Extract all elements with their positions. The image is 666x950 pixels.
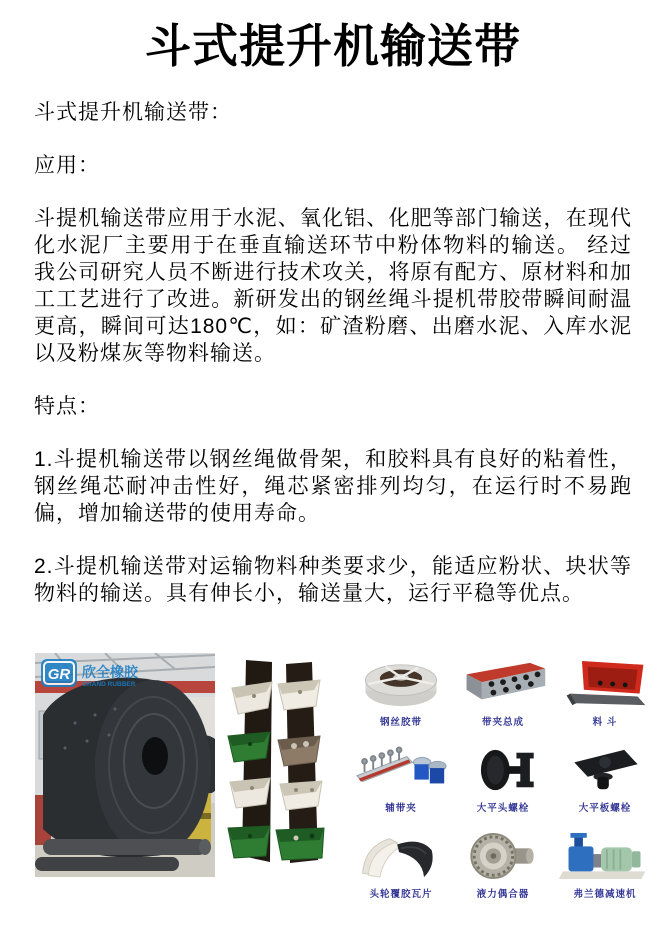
- auxiliary-belt-clamp-icon: [353, 745, 449, 795]
- elevator-buckets-photo: [224, 655, 336, 867]
- hopper-bucket-icon: [557, 659, 653, 709]
- product-gallery: [35, 653, 666, 900]
- product-label: 头轮覆胶瓦片: [369, 888, 433, 900]
- bucket-green: [276, 828, 324, 860]
- feature-item-2: 2.斗提机输送带对运输物料种类要求少，能适应粉状、块状等物料的输送。具有伸长小，输送量大，运行平稳等优点。: [34, 554, 632, 605]
- product-label: 大平头螺栓: [476, 802, 530, 814]
- application-heading: 应用：: [34, 153, 100, 177]
- product-label: 带夹总成: [481, 716, 524, 728]
- product-cell: [557, 659, 653, 728]
- product-cell: [353, 831, 449, 900]
- logo-abbr-text: GR: [47, 665, 71, 683]
- belt-clamp-assembly-icon: [455, 659, 551, 709]
- product-label: 辅带夹: [385, 802, 417, 814]
- product-cell: [353, 659, 449, 728]
- logo-en-text: GRAND RUBBER: [82, 680, 136, 688]
- application-paragraph: 斗提机输送带应用于水泥、氧化铝、化肥等部门输送，在现代化水泥厂主要用于在垂直输送环节中粉体物料的输送。 经过我公司研究人员不断进行技术攻关，将原有配方、原材料和加工工艺进行了改进。新研发出的钢丝绳斗提机带胶带瞬间耐温更高，瞬间可达180℃，如：矿渣粉磨、出磨水泥、入库水泥以及粉煤灰等物料输送。: [34, 206, 632, 365]
- roll-core-hole: [142, 737, 168, 775]
- features-heading: 特点：: [34, 394, 100, 418]
- bucket-green: [228, 732, 270, 762]
- product-label: 液力偶合器: [476, 888, 530, 900]
- product-document: [0, 20, 666, 607]
- product-label: 弗兰德减速机: [573, 888, 637, 900]
- bucket-green: [228, 826, 270, 858]
- logo-cn-text: 欣全橡胶: [82, 663, 138, 680]
- fluid-coupling-icon: [455, 831, 551, 881]
- intro-line: 斗式提升机输送带：: [34, 100, 232, 124]
- product-label: 钢丝胶带: [379, 716, 422, 728]
- bucket-white: [230, 778, 270, 808]
- factory-belt-roll-photo: [35, 653, 215, 877]
- flat-head-bolt-icon: [455, 745, 551, 795]
- grand-rubber-logo: [41, 659, 139, 688]
- product-cell: [557, 745, 653, 814]
- product-cell: [455, 745, 551, 814]
- feature-item-1: 1.斗提机输送带以钢丝绳做骨架，和胶料具有良好的粘着性，钢丝绳芯耐冲击性好，绳芯紧密排列均匀，在运行时不易跑偏，增加输送带的使用寿命。: [34, 447, 632, 525]
- product-label: 大平板螺栓: [578, 802, 632, 814]
- roller-end-cap: [199, 839, 211, 855]
- steel-cord-belt-roll-icon: [353, 659, 449, 709]
- flender-gear-reducer-icon: [557, 831, 653, 881]
- product-label: 料 斗: [592, 716, 618, 728]
- bucket-gray: [278, 736, 320, 766]
- bucket-white: [278, 680, 320, 710]
- flat-plate-bolt-icon: [557, 745, 653, 795]
- product-cell: [557, 831, 653, 900]
- product-thumbnail-grid: [353, 659, 653, 900]
- page-title: 斗式提升机输送带: [145, 20, 521, 72]
- product-cell: [455, 831, 551, 900]
- head-pulley-rubber-lagging-icon: [353, 831, 449, 881]
- bucket-white: [280, 781, 322, 810]
- support-roller: [43, 839, 207, 855]
- product-cell: [353, 745, 449, 814]
- product-cell: [455, 659, 551, 728]
- support-roller: [35, 857, 179, 871]
